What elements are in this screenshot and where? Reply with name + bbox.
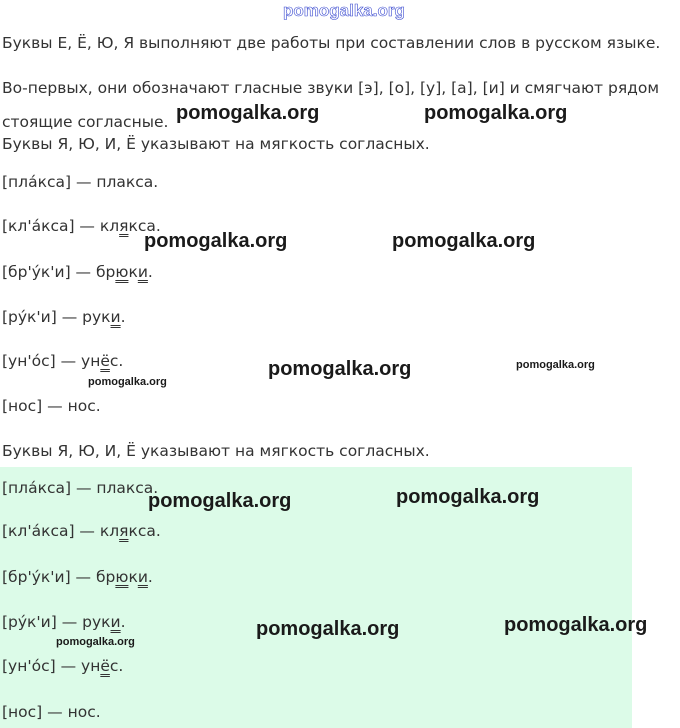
paragraph-intro: Буквы Е, Ё, Ю, Я выполняют две работы при составлении слов в русском языке. bbox=[2, 34, 661, 52]
example-line: [кл'а́кса] — клякса. bbox=[2, 522, 161, 540]
watermark: pomogalka.org bbox=[176, 102, 320, 124]
watermark: pomogalka.org bbox=[144, 230, 288, 252]
example-line: [нос] — нос. bbox=[2, 397, 101, 415]
watermark: pomogalka.org bbox=[392, 230, 536, 252]
watermark: pomogalka.org bbox=[256, 618, 400, 640]
example-line: [кл'а́кса] — клякса. bbox=[2, 217, 161, 235]
paragraph-softness: Буквы Я, Ю, И, Ё указывают на мягкость согласных. bbox=[2, 442, 430, 460]
example-line: [пла́кса] — плакса. bbox=[2, 173, 159, 191]
watermark: pomogalka.org bbox=[396, 486, 540, 508]
watermark-top: pomogalka.org bbox=[283, 1, 405, 20]
watermark: pomogalka.org bbox=[516, 359, 595, 371]
example-line: [бр'у́к'и] — брюки. bbox=[2, 568, 153, 586]
example-line: [ру́к'и] — руки. bbox=[2, 613, 126, 631]
watermark: pomogalka.org bbox=[56, 636, 135, 648]
clipped-line bbox=[0, 135, 680, 167]
example-line: [бр'у́к'и] — брюки. bbox=[2, 263, 153, 281]
paragraph-first-function: Во-первых, они обозначают гласные звуки [э], [о], [у], [а], [и] и смягчают рядом стоящие согласные. bbox=[2, 79, 660, 131]
example-line: [ун'о́с] — унёс. bbox=[2, 657, 124, 675]
watermark: pomogalka.org bbox=[424, 102, 568, 124]
example-line: [нос] — нос. bbox=[2, 703, 101, 721]
watermark: pomogalka.org bbox=[268, 358, 412, 380]
watermark: pomogalka.org bbox=[504, 614, 648, 636]
example-line: [ру́к'и] — руки. bbox=[2, 308, 126, 326]
watermark: pomogalka.org bbox=[88, 376, 167, 388]
example-line: [ун'о́с] — унёс. bbox=[2, 352, 124, 370]
watermark: pomogalka.org bbox=[148, 490, 292, 512]
example-line: [пла́кса] — плакса. bbox=[2, 479, 159, 497]
clipped-line-text: Буквы Я, Ю, И, Ё указывают на мягкость согласных. bbox=[2, 135, 430, 153]
